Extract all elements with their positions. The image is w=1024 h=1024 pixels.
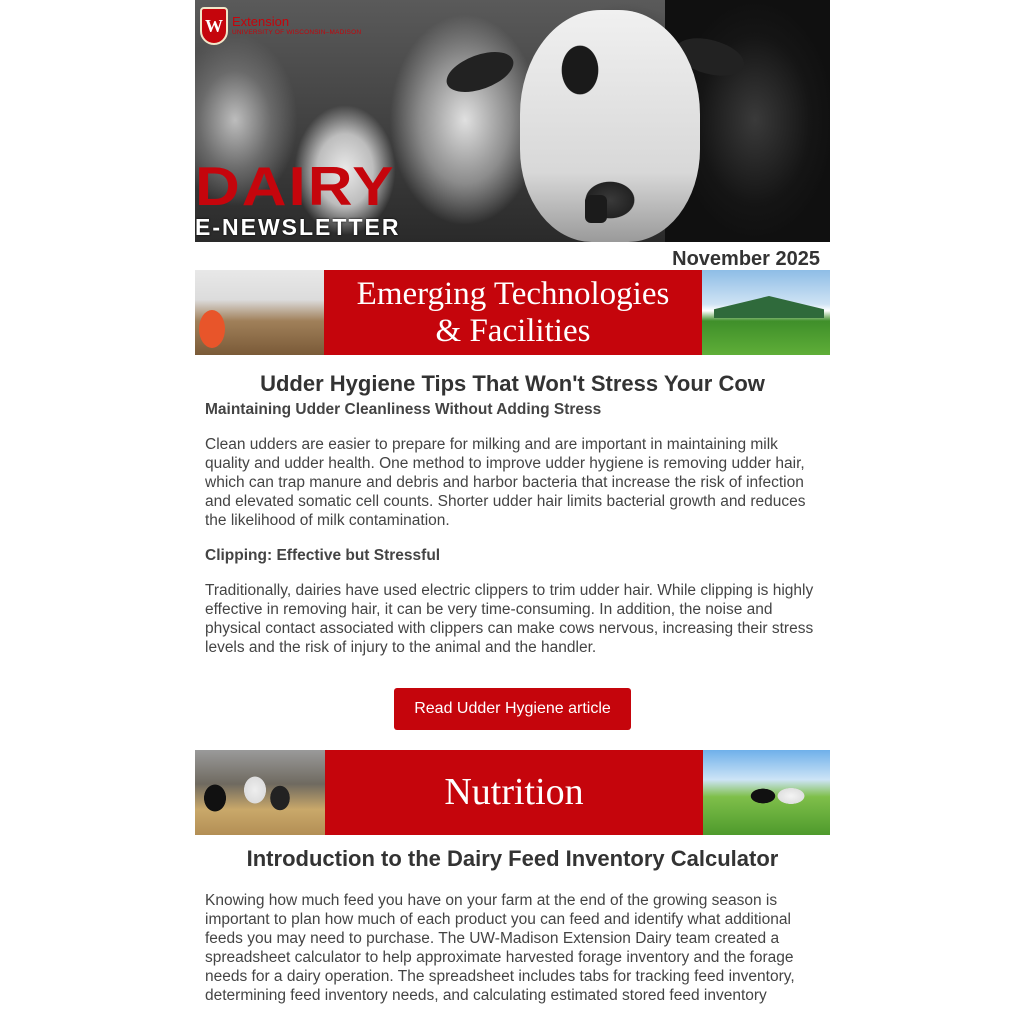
barn-interior-photo (195, 270, 324, 355)
logo-university: UNIVERSITY OF WISCONSIN–MADISON (232, 29, 362, 37)
cow-ear (441, 44, 518, 100)
feed-bunk-photo (195, 750, 325, 835)
barn-exterior-photo (702, 270, 830, 355)
banner-title-line2: & Facilities (435, 312, 591, 349)
crest-letter: W (205, 15, 223, 36)
issue-date: November 2025 (672, 248, 820, 270)
newsletter (195, 0, 830, 1005)
newsletter-title: DAIRY (195, 156, 396, 218)
section-banner-nutrition (195, 750, 830, 835)
banner-title: Nutrition (325, 750, 703, 835)
hero-image (195, 0, 830, 242)
extension-logo[interactable] (200, 5, 361, 47)
article-title[interactable]: Introduction to the Dairy Feed Inventory Calculator (246, 846, 779, 871)
article-paragraph: Clean udders are easier to prepare for milking and are important in maintaining milk quality and udder health. One method to improve udder hygiene is removing udder hair, which can trap manure and debris and harbor bacteria that increase the risk of infection and elevated somatic cell counts. Shorter udder hair limits bacterial growth and reduces the likelihood of milk contamination. (205, 436, 806, 529)
article-subheading: Clipping: Effective but Stressful (205, 547, 441, 564)
article-paragraph: Knowing how much feed you have on your farm at the end of the growing season is important to plan how much of each product you can feed and identify what additional feeds you may need to purchase. The UW-Madison Extension Dairy team created a spreadsheet calculator to help approximate harvested forage inventory and the forage needs for a dairy operation. The spreadsheet includes tabs for tracking feed inventory, determining feed inventory needs, and calculating estimated stored feed inventory (205, 892, 795, 1004)
banner-title (324, 270, 702, 355)
cta-row (195, 688, 830, 730)
logo-name: Extension (232, 14, 290, 30)
ear-tag (585, 195, 607, 223)
article-body (195, 891, 830, 1005)
article-title[interactable]: Udder Hygiene Tips That Won't Stress Your Cow (260, 371, 765, 396)
section-banner-emerging-technologies (195, 270, 830, 355)
read-article-button[interactable]: Read Udder Hygiene article (394, 688, 631, 730)
article-paragraph: Traditionally, dairies have used electric clippers to trim udder hair. While clipping is highly effective in removing hair, it can be very time-consuming. In addition, the noise and physical contact associated with clippers can make cows nervous, increasing their stress levels and the risk of injury to the animal and the handler. (205, 582, 814, 656)
logo-text (232, 15, 361, 37)
article-subheading: Maintaining Udder Cleanliness Without Adding Stress (205, 401, 602, 418)
uw-crest-icon (200, 7, 228, 45)
pasture-photo (703, 750, 830, 835)
newsletter-subtitle: E-NEWSLETTER (195, 214, 401, 240)
banner-title-line1: Emerging Technologies (356, 276, 670, 313)
article-body (195, 400, 830, 657)
cow-photo-face (520, 10, 700, 242)
